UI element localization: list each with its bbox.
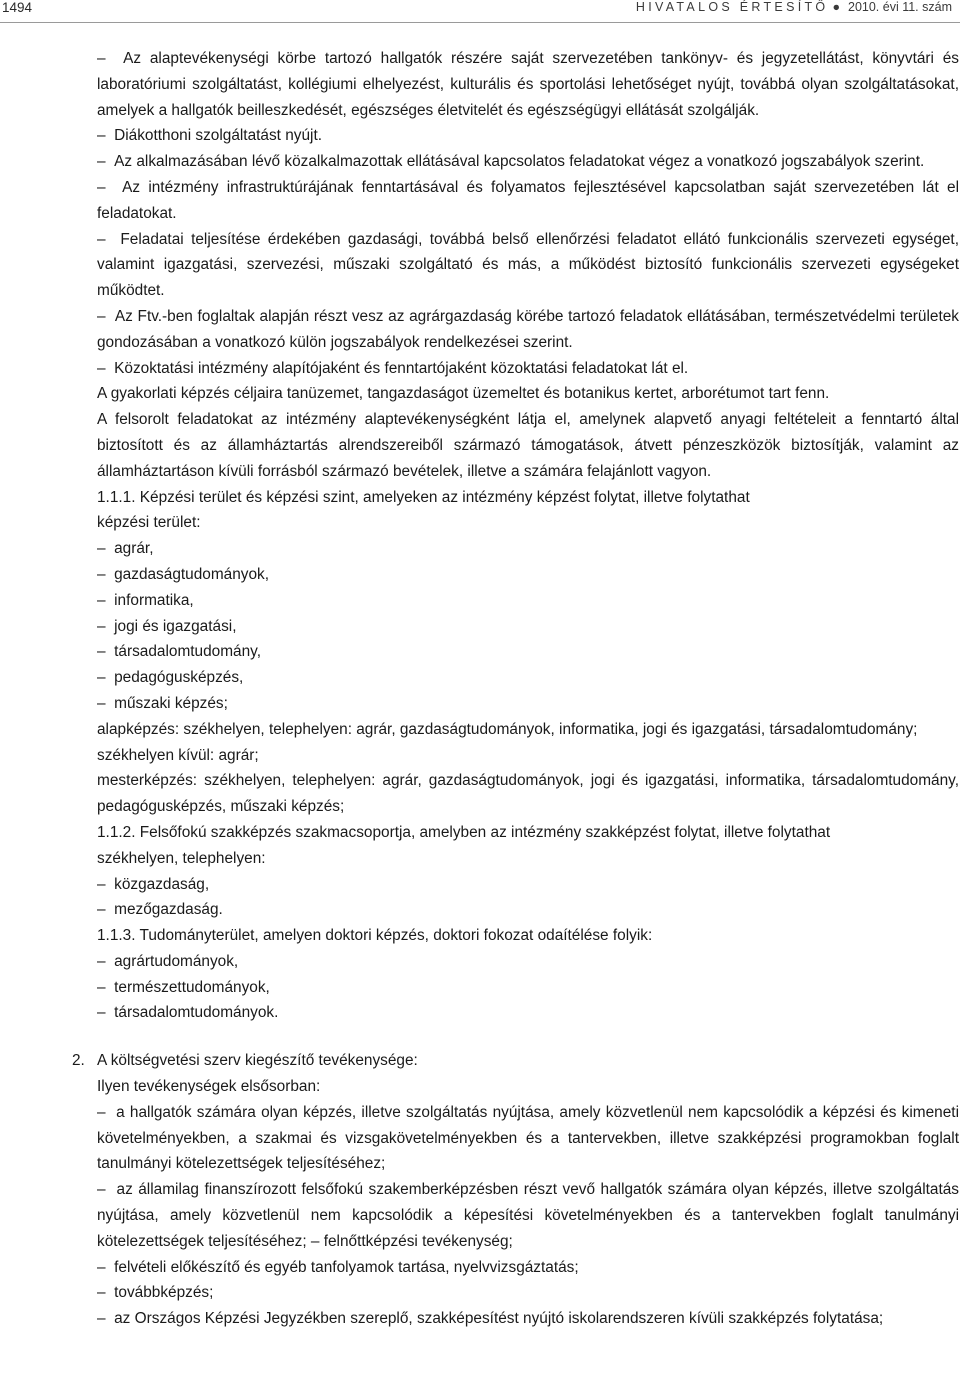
list-item: – továbbképzés; bbox=[97, 1280, 959, 1306]
paragraph: A felsorolt feladatokat az intézmény alaptevékenységként látja el, amelynek alapvető anyagi feltételeit a fenntartó által biztosított és az államháztartás alrendszereiből származó támogatások, átvett pénzeszközök biztosítják, valamint az államháztartáson kívüli forrásból származó bevételek, illetve a számára felajánlott vagyon. bbox=[97, 411, 959, 480]
section-2-intro: Ilyen tevékenységek elsősorban: bbox=[97, 1078, 321, 1096]
page-header bbox=[0, 0, 960, 24]
list-item: – Az Ftv.-ben foglaltak alapján részt vesz az agrárgazdaság körébe tartozó feladatok ellátásában, természetvédelmi területek gondozásában a vonatkozó külön jogszabályok rendelkezései szerint. bbox=[97, 304, 959, 356]
paragraph: mesterképzés: székhelyen, telephelyen: agrár, gazdaságtudományok, jogi és igazgatási, informatika, társadalomtudomány, pedagógusképzés, műszaki képzés; bbox=[97, 772, 959, 816]
section-2-number: 2. bbox=[72, 1052, 85, 1070]
header-separator-dot: ● bbox=[832, 0, 840, 14]
paragraph: A gyakorlati képzés céljaira tanüzemet, tangazdaságot üzemeltet és botanikus kertet, arborétumot tart fenn. bbox=[97, 385, 830, 403]
section-1-paragraphs bbox=[97, 46, 959, 1026]
page-number: 1494 bbox=[2, 0, 33, 15]
paragraph: 1.1.1. Képzési terület és képzési szint, amelyeken az intézmény képzést folytat, illetve folytathat bbox=[97, 488, 750, 506]
list-item: – természettudományok, bbox=[97, 975, 959, 1001]
list-item: – Az intézmény infrastruktúrájának fenntartásával és folyamatos fejlesztésével kapcsolatban saját szervezetében lát el feladatokat. bbox=[97, 175, 959, 227]
journal-name: HIVATALOS ÉRTESÍTŐ bbox=[635, 0, 829, 14]
list-item: – gazdaságtudományok, bbox=[97, 562, 959, 588]
list-item: – az államilag finanszírozott felsőfokú szakemberképzésben részt vevő hallgatók számára olyan képzés, illetve szolgáltatás nyújtása, amely közvetlenül nem kapcsolódik a képesítési követelményekben és a tantervekben foglalt tanulmányi kötelezettségek teljesítéséhez; – felnőttképzési tevékenység; bbox=[97, 1177, 959, 1254]
document-body bbox=[72, 46, 959, 1332]
list-item: – agrártudományok, bbox=[97, 949, 959, 975]
list-item: – Diákotthoni szolgáltatást nyújt. bbox=[97, 123, 959, 149]
list-item: – a hallgatók számára olyan képzés, illetve szolgáltatás nyújtása, amely közvetlenül nem kapcsolódik a képzési és kimeneti követelményekben, a szakmai és vizsgakövetelményekben és a tantervekben, illetve szakképzési programokban foglalt tanulmányi kötelezettségek teljesítéséhez; bbox=[97, 1100, 959, 1177]
list-item: – közgazdaság, bbox=[97, 872, 959, 898]
header-divider bbox=[0, 22, 960, 23]
list-item: – Az alaptevékenységi körbe tartozó hallgatók részére saját szervezetében tankönyv- és jegyzetellátást, könyvtári és laboratóriumi szolgáltatást, kollégiumi elhelyezést, kulturális és sportolási lehetőséget nyújt, továbbá olyan szolgáltatásokat, amelyek a hallgatók beilleszkedését, egészséges életvitelét és egészségügyi ellátását szolgálják. bbox=[97, 46, 959, 123]
section-2-list bbox=[97, 1100, 959, 1332]
list-item: – Az alkalmazásában lévő közalkalmazottak ellátásával kapcsolatos feladatokat végez a vonatkozó jogszabályok szerint. bbox=[97, 149, 959, 175]
list-item: – Közoktatási intézmény alapítójaként és fenntartójaként közoktatási feladatokat lát el. bbox=[97, 356, 959, 382]
list-item: – Feladatai teljesítése érdekében gazdasági, továbbá belső ellenőrzési feladatot ellátó funkcionális szervezeti egységet, valamint igazgatási, szervezési, műszaki szolgáltató és más, a működést biztosító funkcionális szervezeti egységeket működtet. bbox=[97, 227, 959, 304]
section-2-heading bbox=[72, 1048, 959, 1074]
list-item: – társadalomtudományok. bbox=[97, 1000, 959, 1026]
list-item: – műszaki képzés; bbox=[97, 691, 959, 717]
list-item: – mezőgazdaság. bbox=[97, 897, 959, 923]
paragraph: székhelyen, telephelyen: bbox=[97, 849, 266, 867]
list-item: – informatika, bbox=[97, 588, 959, 614]
list-item: – jogi és igazgatási, bbox=[97, 614, 959, 640]
list-item: – az Országos Képzési Jegyzékben szereplő, szakképesítést nyújtó iskolarendszeren kívüli szakképzés folytatása; bbox=[97, 1306, 959, 1332]
running-header bbox=[636, 0, 952, 14]
issue-label: 2010. évi 11. szám bbox=[848, 0, 952, 14]
list-item: – agrár, bbox=[97, 536, 959, 562]
section-2-title: A költségvetési szerv kiegészítő tevékenysége: bbox=[97, 1052, 418, 1070]
list-item: – felvételi előkészítő és egyéb tanfolyamok tartása, nyelvvizsgáztatás; bbox=[97, 1255, 959, 1281]
paragraph: székhelyen kívül: agrár; bbox=[97, 746, 259, 764]
paragraph: képzési terület: bbox=[97, 514, 201, 532]
list-item: – pedagógusképzés, bbox=[97, 665, 959, 691]
paragraph: 1.1.2. Felsőfokú szakképzés szakmacsoportja, amelyben az intézmény szakképzést folytat, illetve folytathat bbox=[97, 823, 831, 841]
paragraph: 1.1.3. Tudományterület, amelyen doktori képzés, doktori fokozat odaítélése folyik: bbox=[97, 927, 653, 945]
paragraph: alapképzés: székhelyen, telephelyen: agrár, gazdaságtudományok, informatika, jogi és igazgatási, társadalomtudomány; bbox=[97, 720, 918, 738]
list-item: – társadalomtudomány, bbox=[97, 639, 959, 665]
